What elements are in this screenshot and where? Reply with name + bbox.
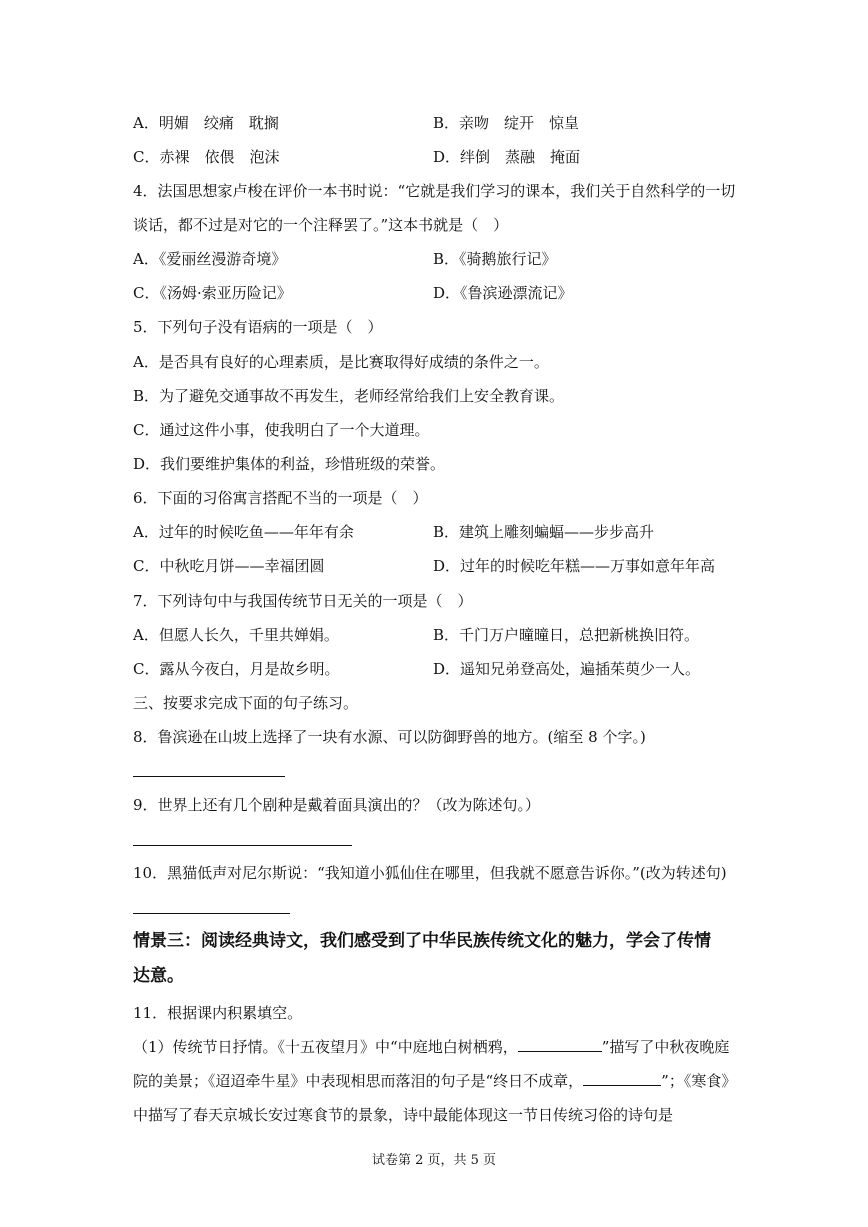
q5-option-b: B．为了避免交通事故不再发生，老师经常给我们上安全教育课。 <box>133 387 565 405</box>
q8-text: 8．鲁滨逊在山坡上选择了一块有水源、可以防御野兽的地方。(缩至 8 个字。) <box>133 728 646 746</box>
q4-option-b: B．《骑鹅旅行记》 <box>433 250 557 268</box>
page-footer: 试卷第 2 页，共 5 页 <box>371 1153 497 1168</box>
q9-text: 9．世界上还有几个剧种是戴着面具演出的？（改为陈述句。） <box>133 796 541 814</box>
q11-part2-text-b: ”；《寒食》 <box>661 1072 737 1090</box>
q4-option-c: C．《汤姆·索亚历险记》 <box>133 284 292 302</box>
q4-stem-line1: 4．法国思想家卢梭在评价一本书时说：“它就是我们学习的课本，我们关于自然科学的一切 <box>133 182 736 200</box>
scene3-heading-line2: 达意。 <box>133 966 184 986</box>
q6-stem: 6．下面的习俗寓言搭配不当的一项是（ ） <box>133 489 428 507</box>
q5-stem: 5．下列句子没有语病的一项是（ ） <box>133 318 383 336</box>
q8-answer-line[interactable] <box>133 776 285 777</box>
q4-option-a: A．《爱丽丝漫游奇境》 <box>133 250 287 268</box>
q5-option-d: D．我们要维护集体的利益，珍惜班级的荣誉。 <box>133 455 446 473</box>
q3-option-b: B．亲吻 绽开 惊皇 <box>433 114 580 132</box>
q4-option-d: D．《鲁滨逊漂流记》 <box>433 284 573 302</box>
q7-option-a: A．但愿人长久，千里共婵娟。 <box>133 626 339 644</box>
q11-blank-2[interactable] <box>583 1071 661 1086</box>
q6-option-d: D．过年的时候吃年糕——万事如意年年高 <box>433 557 716 575</box>
q7-option-d: D．遥知兄弟登高处，遍插茱萸少一人。 <box>433 660 701 678</box>
q6-option-c: C．中秋吃月饼——幸福团圆 <box>133 557 325 575</box>
section3-heading: 三、按要求完成下面的句子练习。 <box>133 694 359 712</box>
q10-answer-line[interactable] <box>133 913 290 914</box>
q11-blank-1[interactable] <box>518 1037 602 1052</box>
q7-option-c: C．露从今夜白，月是故乡明。 <box>133 660 340 678</box>
q3-option-a: A．明媚 绞痛 耽搁 <box>133 114 279 132</box>
q11-part2-text-a: 院的美景；《迢迢牵牛星》中表现相思而落泪的句子是“终日不成章， <box>133 1072 584 1090</box>
q5-option-c: C．通过这件小事，使我明白了一个大道理。 <box>133 421 430 439</box>
q11-part3-line: 中描写了春天京城长安过寒食节的景象，诗中最能体现这一节日传统习俗的诗句是 <box>133 1106 674 1124</box>
q9-answer-line[interactable] <box>133 845 352 846</box>
q11-part1-text-a: （1）传统节日抒情。《十五夜望月》中“中庭地白树栖鸦， <box>133 1038 518 1056</box>
q11-part1-line <box>133 1037 729 1057</box>
q11-part2-line <box>133 1071 736 1091</box>
q6-option-b: B．建筑上雕刻蝙蝠——步步高升 <box>433 523 655 541</box>
q11-part1-text-b: ”描写了中秋夜晚庭 <box>601 1038 730 1056</box>
q11-stem: 11．根据课内积累填空。 <box>133 1004 303 1022</box>
scene3-heading-line1: 情景三：阅读经典诗文，我们感受到了中华民族传统文化的魅力，学会了传情 <box>133 931 711 951</box>
q4-stem-line2: 谈话，都不过是对它的一个注释罢了。”这本书就是（ ） <box>133 216 509 234</box>
q7-option-b: B．千门万户曈曈日，总把新桃换旧符。 <box>433 626 700 644</box>
q5-option-a: A．是否具有良好的心理素质，是比赛取得好成绩的条件之一。 <box>133 353 549 371</box>
q3-option-d: D．绊倒 蒸融 掩面 <box>433 148 581 166</box>
q7-stem: 7．下列诗句中与我国传统节日无关的一项是（ ） <box>133 592 473 610</box>
q6-option-a: A．过年的时候吃鱼——年年有余 <box>133 523 354 541</box>
q10-text: 10．黑猫低声对尼尔斯说：“我知道小狐仙住在哪里，但我就不愿意告诉你。”(改为转述句) <box>133 864 727 882</box>
q3-option-c: C．赤裸 依偎 泡沫 <box>133 148 280 166</box>
